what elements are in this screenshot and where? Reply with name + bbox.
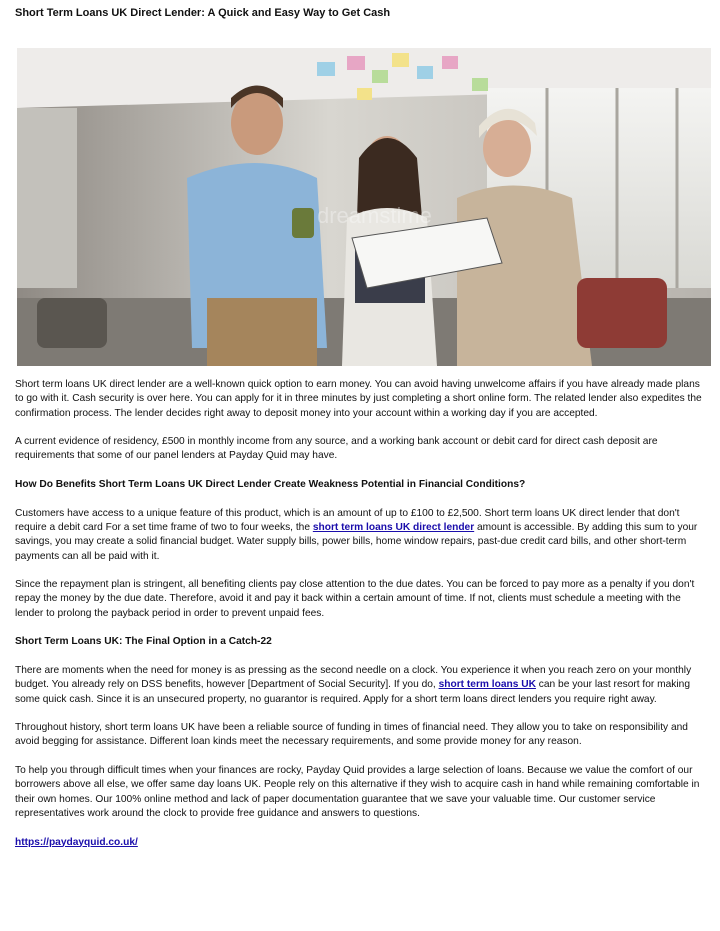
watermark-text: dreamstime — [317, 203, 432, 228]
heading-benefits: How Do Benefits Short Term Loans UK Direct Lender Create Weakness Potential in Financial Conditions? — [15, 479, 526, 491]
article-body — [15, 378, 709, 864]
heading-final-option: Short Term Loans UK: The Final Option in a Catch-22 — [15, 636, 272, 648]
link-short-term-loans-uk[interactable]: short term loans UK — [438, 679, 536, 691]
paragraph-need-money-text-1: There are moments when the need for money is as pressing as the second needle on a clock. You experience it when you reach zero on your monthly budget. You already rely on DSS benefits, however [Department of Social Security]. If you do, — [15, 664, 692, 691]
website-url-link[interactable]: https://paydayquid.co.uk/ — [15, 836, 138, 848]
paragraph-requirements: A current evidence of residency, £500 in monthly income from any source, and a working bank account or debit card for direct cash deposit are requirements that some of our panel lenders at Payday Quid may have. — [15, 436, 658, 462]
office-team-photo — [17, 48, 711, 366]
paragraph-features — [15, 507, 709, 564]
document-title: Short Term Loans UK Direct Lender: A Quick and Easy Way to Get Cash — [15, 7, 391, 19]
website-url-paragraph — [15, 836, 709, 850]
paragraph-features-text-1: Customers have access to a unique feature of this product, which is an amount of up to £100 to £2,500. Short term loans UK direct lender that don't require a debit card For a set time frame of two to four weeks, the — [15, 507, 680, 533]
paragraph-repayment: Since the repayment plan is stringent, all benefiting clients pay close attention to the due dates. You can be forced to pay more as a penalty if you don't repay the money by the due date. Therefore, avoid it and pay it back within a certain amount of time. If not, clients must schedule a meeting with the lender to prolong the payback period in order to prevent unpaid fees. — [15, 579, 695, 619]
link-short-term-loans-direct-lender[interactable]: short term loans UK direct lender — [312, 521, 475, 533]
paragraph-history: Throughout history, short term loans UK have been a reliable source of funding in times of financial need. They allow you to take on responsibility and avoid begging for assistance. Different loan kinds meet the necessary requirements, and some provide money for any reason. — [15, 722, 688, 748]
paragraph-payday-quid: To help you through difficult times when your finances are rocky, Payday Quid provides a large selection of loans. Because we value the comfort of our borrowers above all else, we offer same day loans UK. People rely on this alternative if they wish to acquire cash in hand while remaining comfortable in their own homes. Our 100% online method and lack of paper documentation guarantee that we save your valuable time. Our customer service representatives work around the clock to provide free guidance and answers to questions. — [15, 765, 700, 819]
paragraph-need-money-text-2: can be your last resort for making some quick cash. Since it is an unsecured property, no guarantor is required. Apply for a short term loans direct lenders you require right away. — [15, 679, 690, 705]
photo-illustration — [17, 48, 711, 366]
paragraph-need-money — [15, 664, 709, 707]
paragraph-features-text-2: amount is accessible. By adding this sum to your savings, you may create a solid financial budget. Water supply bills, power bills, home window repairs, past-due credit card bills, and other short-term payments can all be paid with it. — [15, 521, 698, 562]
paragraph-intro: Short term loans UK direct lender are a well-known quick option to earn money. You can avoid having unwelcome affairs if you have already made plans to go with it. Cash security is over here. You can apply for it in three minutes by just completing a short online form. The related lender also expedites the confirmation process. The lender decides right away to deposit money into your account within a working day if you are accepted. — [15, 379, 702, 419]
